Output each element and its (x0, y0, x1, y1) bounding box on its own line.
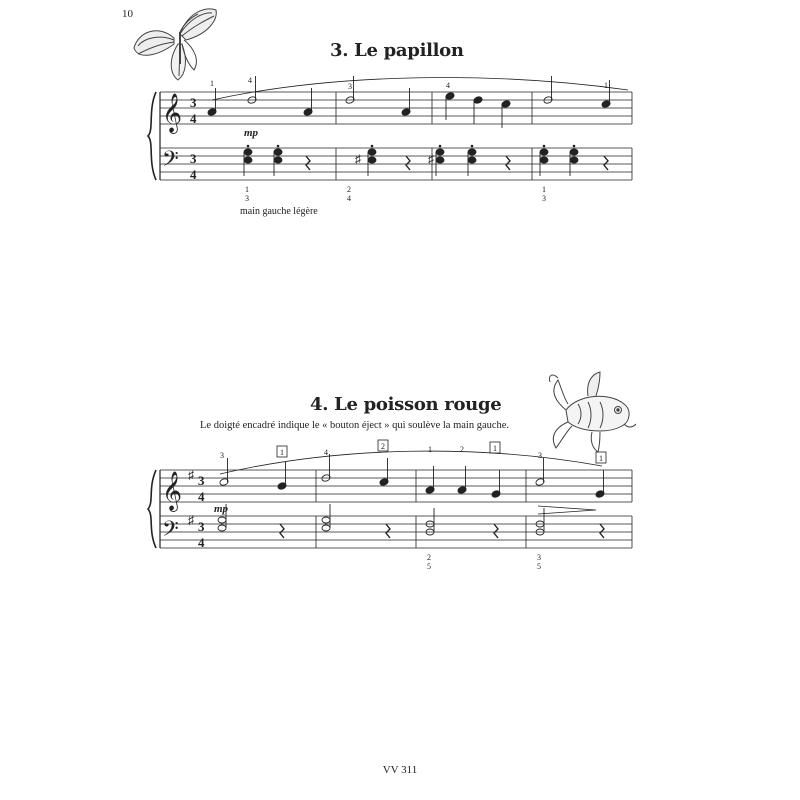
page-number: 10 (122, 8, 133, 20)
svg-text:4: 4 (324, 448, 328, 457)
svg-text:4: 4 (446, 81, 450, 90)
bass-clef-icon: 𝄢 (162, 517, 179, 546)
svg-text:3: 3 (348, 82, 352, 91)
svg-text:4: 4 (248, 76, 252, 85)
svg-text:♯: ♯ (428, 152, 434, 166)
treble-clef-icon: 𝄞 (162, 473, 183, 510)
svg-text:3: 3 (538, 451, 542, 460)
svg-text:1: 1 (210, 79, 214, 88)
svg-text:3: 3 (542, 194, 546, 203)
svg-text:4: 4 (190, 167, 197, 182)
svg-text:3: 3 (198, 519, 205, 534)
key-signature-sharp-icon: ♯ (188, 468, 194, 482)
svg-text:2: 2 (347, 185, 351, 194)
svg-text:main gauche légère: main gauche légère (240, 206, 318, 217)
piece-title-poisson-rouge: 4. Le poisson rouge (310, 394, 502, 415)
svg-text:1: 1 (493, 444, 497, 453)
svg-text:4: 4 (198, 489, 205, 504)
svg-text:1: 1 (542, 185, 546, 194)
piece-title-papillon: 3. Le papillon (330, 40, 464, 61)
svg-text:1: 1 (280, 448, 284, 457)
treble-clef-icon: 𝄞 (162, 95, 183, 132)
svg-text:3: 3 (190, 151, 197, 166)
svg-text:3: 3 (198, 473, 205, 488)
svg-text:5: 5 (537, 562, 541, 571)
svg-text:mp: mp (214, 503, 229, 515)
svg-text:1: 1 (428, 445, 432, 454)
svg-text:4: 4 (190, 111, 197, 126)
svg-text:3: 3 (190, 95, 197, 110)
svg-text:1: 1 (599, 454, 603, 463)
catalog-code: VV 311 (382, 764, 418, 776)
score-system-papillon (140, 70, 640, 220)
svg-text:2: 2 (381, 442, 385, 451)
svg-text:♯: ♯ (355, 152, 361, 166)
fingering-instruction: Le doigté encadré indique le « bouton éject » qui soulève la main gauche. (200, 420, 510, 431)
svg-text:3: 3 (537, 553, 541, 562)
svg-text:4: 4 (198, 535, 205, 550)
svg-text:3: 3 (220, 451, 224, 460)
svg-text:mp: mp (244, 127, 259, 139)
svg-text:5: 5 (427, 562, 431, 571)
svg-text:2: 2 (427, 553, 431, 562)
svg-text:2: 2 (460, 445, 464, 454)
svg-text:4: 4 (347, 194, 351, 203)
bass-clef-icon: 𝄢 (162, 147, 179, 176)
svg-text:1: 1 (245, 185, 249, 194)
svg-text:3: 3 (245, 194, 249, 203)
svg-text:1: 1 (604, 81, 608, 90)
score-system-poisson-rouge (140, 432, 640, 582)
key-signature-sharp-icon: ♯ (188, 513, 194, 527)
